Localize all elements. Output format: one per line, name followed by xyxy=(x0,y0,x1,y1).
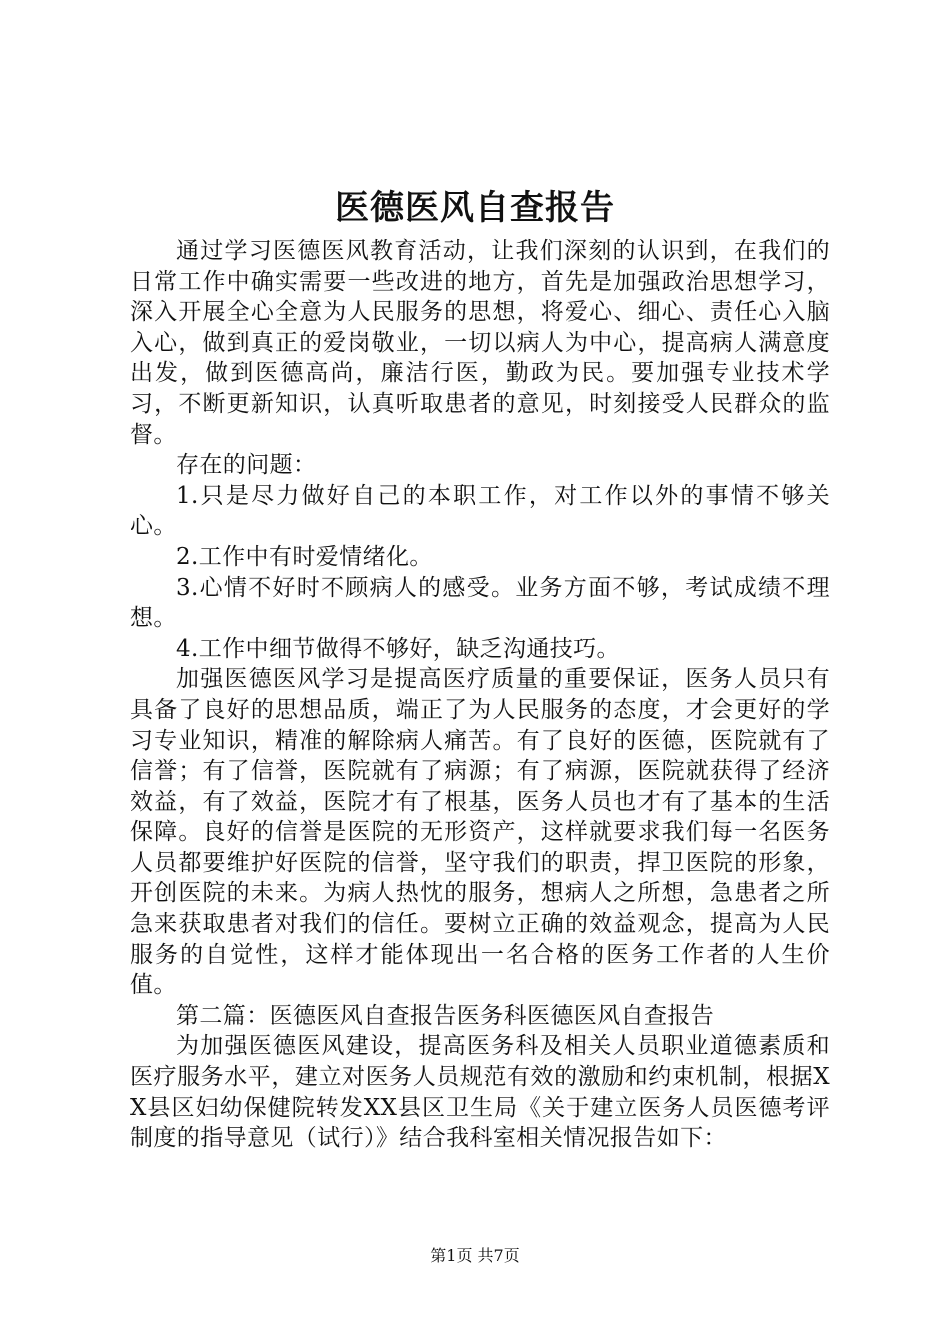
paragraph-problem-3: 3.心情不好时不顾病人的感受。业务方面不够，考试成绩不理想。 xyxy=(130,574,830,632)
paragraph-section-two-intro: 为加强医德医风建设，提高医务科及相关人员职业道德素质和医疗服务水平，建立对医务人员规范有效的激励和约束机制，根据XX县区妇幼保健院转发XX县区卫生局《关于建立医务人员医德考评制度的指导意见（试行）》结合我科室相关情况报告如下： xyxy=(130,1033,830,1152)
paragraph-problem-1: 1.只是尽力做好自己的本职工作，对工作以外的事情不够关心。 xyxy=(130,482,830,540)
document-body xyxy=(130,236,830,1154)
paragraph-problems-heading: 存在的问题： xyxy=(176,452,317,479)
paragraph-problem-4: 4.工作中细节做得不够好，缺乏沟通技巧。 xyxy=(176,635,620,662)
paragraph-intro: 通过学习医德医风教育活动，让我们深刻的认识到，在我们的日常工作中确实需要一些改进的地方，首先是加强政治思想学习，深入开展全心全意为人民服务的思想，将爱心、细心、责任心入脑入心，做到真正的爱岗敬业，一切以病人为中心，提高病人满意度出发，做到医德高尚，廉洁行医，勤政为民。要加强专业技术学习，不断更新知识，认真听取患者的意见，时刻接受人民群众的监督。 xyxy=(130,238,830,448)
document-title: 医德医风自查报告 xyxy=(335,188,615,228)
page-number-footer: 第1页 共7页 xyxy=(430,1246,520,1265)
paragraph-importance: 加强医德医风学习是提高医疗质量的重要保证，医务人员只有具备了良好的思想品质，端正了为人民服务的态度，才会更好的学习专业知识，精准的解除病人痛苦。有了良好的医德，医院就有了信誉；有了信誉，医院就有了病源；有了病源，医院就获得了经济效益，有了效益，医院才有了根基，医务人员也才有了基本的生活保障。良好的信誉是医院的无形资产，这样就要求我们每一名医务人员都要维护好医院的信誉，坚守我们的职责，捍卫医院的形象，开创医院的未来。为病人热忱的服务，想病人之所想，急患者之所急来获取患者对我们的信任。要树立正确的效益观念，提高为人民服务的自觉性，这样才能体现出一名合格的医务工作者的人生价值。 xyxy=(130,666,830,999)
paragraph-problem-2: 2.工作中有时爱情绪化。 xyxy=(176,543,433,570)
paragraph-section-two-heading: 第二篇：医德医风自查报告医务科医德医风自查报告 xyxy=(176,1002,715,1029)
